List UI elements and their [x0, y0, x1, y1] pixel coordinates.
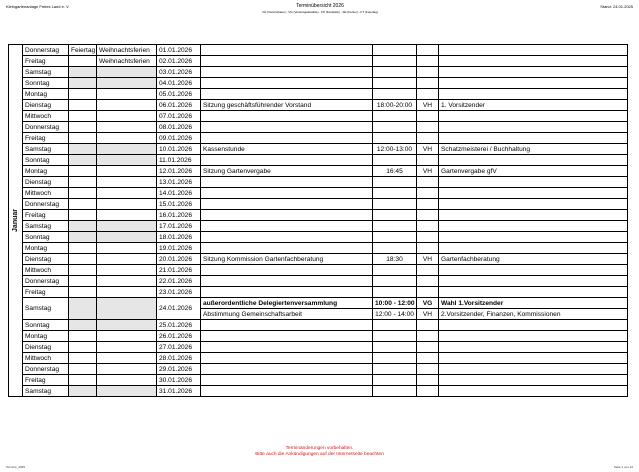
table-row: [9, 144, 628, 155]
weekday-cell: Mittwoch: [23, 188, 69, 199]
table-row: [9, 166, 628, 177]
responsible-cell: [439, 199, 628, 210]
table-row: [9, 232, 628, 243]
holiday-cell: [97, 331, 157, 342]
weekday-cell: Montag: [23, 243, 69, 254]
table-row: [9, 298, 628, 309]
table-row: [9, 122, 628, 133]
event-cell: Sitzung Gartenvergabe: [201, 166, 373, 177]
responsible-cell: [439, 265, 628, 276]
weekday-cell: Mittwoch: [23, 353, 69, 364]
weekday-cell: Sonntag: [23, 78, 69, 89]
location-cell: [417, 221, 439, 232]
location-cell: VH: [417, 100, 439, 111]
location-cell: [417, 364, 439, 375]
day-type-cell: [69, 155, 97, 166]
weekday-cell: Donnerstag: [23, 199, 69, 210]
legend-subtitle: VH (Vereinshaus) - VG (Vereinsgaststätte) - FP (Festplatz) - FE (Ferien) - FT (Feiertag): [262, 10, 378, 14]
location-cell: [417, 287, 439, 298]
holiday-cell: [97, 166, 157, 177]
event-cell: [201, 320, 373, 331]
table-row: [9, 177, 628, 188]
responsible-cell: [439, 111, 628, 122]
weekday-cell: Freitag: [23, 56, 69, 67]
day-type-cell: [69, 287, 97, 298]
location-cell: [417, 122, 439, 133]
holiday-cell: [97, 210, 157, 221]
location-cell: [417, 78, 439, 89]
event-cell: [201, 111, 373, 122]
location-cell: [417, 67, 439, 78]
weekday-cell: Dienstag: [23, 254, 69, 265]
responsible-cell: [439, 177, 628, 188]
date-cell: 29.01.2026: [157, 364, 201, 375]
time-cell: 18:30: [373, 254, 417, 265]
event-cell: [201, 199, 373, 210]
date-cell: 30.01.2026: [157, 375, 201, 386]
event-cell: Kassenstunde: [201, 144, 373, 155]
event-cell: [201, 45, 373, 56]
location-cell: [417, 276, 439, 287]
responsible-cell: 1. Vorsitzender: [439, 100, 628, 111]
holiday-cell: [97, 78, 157, 89]
holiday-cell: [97, 221, 157, 232]
table-row: [9, 133, 628, 144]
day-type-cell: [69, 276, 97, 287]
table-row: [9, 320, 628, 331]
date-cell: 02.01.2026: [157, 56, 201, 67]
change-notice-line1: Terminänderungen vorbehalten.: [285, 446, 354, 451]
responsible-cell: [439, 210, 628, 221]
day-type-cell: [69, 221, 97, 232]
responsible-cell: Gartenvergabe gfV: [439, 166, 628, 177]
date-cell: 04.01.2026: [157, 78, 201, 89]
date-cell: 22.01.2026: [157, 276, 201, 287]
day-type-cell: [69, 375, 97, 386]
table-row: [9, 45, 628, 56]
weekday-cell: Donnerstag: [23, 45, 69, 56]
date-cell: 21.01.2026: [157, 265, 201, 276]
event-cell: [201, 331, 373, 342]
location-cell: VG: [417, 298, 439, 309]
responsible-cell: [439, 331, 628, 342]
table-row: [9, 199, 628, 210]
holiday-cell: [97, 254, 157, 265]
responsible-cell: [439, 375, 628, 386]
time-cell: [373, 210, 417, 221]
time-cell: [373, 67, 417, 78]
responsible-cell: [439, 67, 628, 78]
table-row: [9, 386, 628, 397]
day-type-cell: [69, 56, 97, 67]
responsible-cell: [439, 56, 628, 67]
location-cell: [417, 375, 439, 386]
event-cell: [201, 287, 373, 298]
holiday-cell: [97, 276, 157, 287]
table-row: [9, 342, 628, 353]
holiday-cell: [97, 188, 157, 199]
event-cell: [201, 56, 373, 67]
change-notice: [0, 446, 639, 458]
responsible-cell: [439, 133, 628, 144]
time-cell: [373, 45, 417, 56]
day-type-cell: [69, 298, 97, 320]
responsible-cell: [439, 188, 628, 199]
weekday-cell: Montag: [23, 89, 69, 100]
responsible-cell: [439, 232, 628, 243]
day-type-cell: [69, 331, 97, 342]
table-row: [9, 56, 628, 67]
responsible-cell: [439, 342, 628, 353]
day-type-cell: [69, 89, 97, 100]
responsible-cell: [439, 243, 628, 254]
time-cell: [373, 320, 417, 331]
holiday-cell: [97, 199, 157, 210]
weekday-cell: Sonntag: [23, 320, 69, 331]
holiday-cell: [97, 386, 157, 397]
weekday-cell: Freitag: [23, 210, 69, 221]
table-row: [9, 353, 628, 364]
date-cell: 09.01.2026: [157, 133, 201, 144]
time-cell: 10:00 - 12:00: [373, 298, 417, 309]
responsible-cell: [439, 276, 628, 287]
header-org: Kleingartenanlage Freies Land e. V.: [6, 4, 70, 9]
location-cell: VH: [417, 254, 439, 265]
responsible-cell: [439, 221, 628, 232]
event-cell: [201, 221, 373, 232]
event-cell: [201, 188, 373, 199]
date-cell: 07.01.2026: [157, 111, 201, 122]
date-cell: 06.01.2026: [157, 100, 201, 111]
location-cell: [417, 386, 439, 397]
table-row: [9, 331, 628, 342]
holiday-cell: [97, 375, 157, 386]
event-cell: [201, 342, 373, 353]
holiday-cell: [97, 133, 157, 144]
time-cell: 12:00-13:00: [373, 144, 417, 155]
document-title: Terminübersicht 2026: [296, 3, 344, 9]
time-cell: [373, 188, 417, 199]
table-row: [9, 243, 628, 254]
day-type-cell: [69, 265, 97, 276]
event-cell: Sitzung geschäftsführender Vorstand: [201, 100, 373, 111]
date-cell: 31.01.2026: [157, 386, 201, 397]
location-cell: VH: [417, 144, 439, 155]
day-type-cell: [69, 342, 97, 353]
location-cell: [417, 353, 439, 364]
event-cell: [201, 364, 373, 375]
day-type-cell: [69, 353, 97, 364]
change-notice-line2: Bitte auch die Ankündigungen auf der Internetseite beachten: [255, 452, 384, 457]
weekday-cell: Dienstag: [23, 177, 69, 188]
holiday-cell: [97, 67, 157, 78]
time-cell: [373, 177, 417, 188]
date-cell: 15.01.2026: [157, 199, 201, 210]
location-cell: [417, 155, 439, 166]
event-cell: [201, 177, 373, 188]
responsible-cell: 2.Vorsitzender, Finanzen, Kommissionen: [439, 309, 628, 320]
location-cell: [417, 111, 439, 122]
responsible-cell: [439, 45, 628, 56]
day-type-cell: [69, 232, 97, 243]
time-cell: [373, 287, 417, 298]
day-type-cell: [69, 210, 97, 221]
date-cell: 08.01.2026: [157, 122, 201, 133]
weekday-cell: Samstag: [23, 386, 69, 397]
responsible-cell: [439, 155, 628, 166]
date-cell: 28.01.2026: [157, 353, 201, 364]
holiday-cell: [97, 144, 157, 155]
responsible-cell: [439, 386, 628, 397]
table-row: [9, 210, 628, 221]
table-row: [9, 67, 628, 78]
table-row: [9, 265, 628, 276]
time-cell: [373, 342, 417, 353]
time-cell: [373, 199, 417, 210]
location-cell: [417, 210, 439, 221]
table-row: [9, 221, 628, 232]
holiday-cell: [97, 298, 157, 320]
time-cell: [373, 364, 417, 375]
day-type-cell: [69, 177, 97, 188]
holiday-cell: [97, 265, 157, 276]
weekday-cell: Donnerstag: [23, 122, 69, 133]
event-cell: [201, 89, 373, 100]
weekday-cell: Donnerstag: [23, 364, 69, 375]
location-cell: [417, 177, 439, 188]
day-type-cell: [69, 243, 97, 254]
holiday-cell: [97, 342, 157, 353]
time-cell: 12:00 - 14:00: [373, 309, 417, 320]
month-label: Januar: [12, 209, 19, 232]
holiday-cell: [97, 122, 157, 133]
table-row: [9, 276, 628, 287]
weekday-cell: Samstag: [23, 144, 69, 155]
weekday-cell: Montag: [23, 166, 69, 177]
responsible-cell: [439, 353, 628, 364]
footer-page-number: Seite 1 von 12: [613, 465, 633, 469]
table-row: [9, 375, 628, 386]
weekday-cell: Sonntag: [23, 232, 69, 243]
weekday-cell: Montag: [23, 331, 69, 342]
day-type-cell: [69, 122, 97, 133]
day-type-cell: [69, 78, 97, 89]
holiday-cell: [97, 155, 157, 166]
responsible-cell: [439, 320, 628, 331]
day-type-cell: [69, 188, 97, 199]
day-type-cell: Feiertag: [69, 45, 97, 56]
date-cell: 13.01.2026: [157, 177, 201, 188]
event-cell: außerordentliche Delegiertenversammlung: [201, 298, 373, 309]
holiday-cell: [97, 243, 157, 254]
event-cell: Abstimmung Gemeinschaftsarbeit: [201, 309, 373, 320]
date-cell: 05.01.2026: [157, 89, 201, 100]
weekday-cell: Freitag: [23, 375, 69, 386]
table-row: [9, 287, 628, 298]
responsible-cell: [439, 364, 628, 375]
header-stand: Stand: 24.01.2025: [600, 4, 633, 9]
time-cell: [373, 122, 417, 133]
weekday-cell: Samstag: [23, 67, 69, 78]
weekday-cell: Freitag: [23, 287, 69, 298]
day-type-cell: [69, 254, 97, 265]
event-cell: [201, 243, 373, 254]
weekday-cell: Freitag: [23, 133, 69, 144]
event-cell: Sitzung Kommission Gartenfachberatung: [201, 254, 373, 265]
time-cell: [373, 243, 417, 254]
time-cell: [373, 111, 417, 122]
time-cell: [373, 232, 417, 243]
schedule-table: [8, 44, 628, 397]
date-cell: 19.01.2026: [157, 243, 201, 254]
time-cell: [373, 133, 417, 144]
time-cell: [373, 276, 417, 287]
footer-filename: Termine_2026: [6, 465, 26, 469]
month-cell: [9, 45, 23, 397]
event-cell: [201, 133, 373, 144]
responsible-cell: [439, 122, 628, 133]
time-cell: [373, 78, 417, 89]
responsible-cell: [439, 89, 628, 100]
date-cell: 16.01.2026: [157, 210, 201, 221]
holiday-cell: [97, 100, 157, 111]
holiday-cell: Weihnachtsferien: [97, 56, 157, 67]
time-cell: [373, 155, 417, 166]
holiday-cell: [97, 364, 157, 375]
location-cell: [417, 56, 439, 67]
weekday-cell: Mittwoch: [23, 265, 69, 276]
day-type-cell: [69, 100, 97, 111]
event-cell: [201, 265, 373, 276]
table-row: [9, 155, 628, 166]
event-cell: [201, 353, 373, 364]
location-cell: [417, 342, 439, 353]
time-cell: [373, 386, 417, 397]
date-cell: 10.01.2026: [157, 144, 201, 155]
day-type-cell: [69, 67, 97, 78]
date-cell: 26.01.2026: [157, 331, 201, 342]
time-cell: [373, 265, 417, 276]
event-cell: [201, 210, 373, 221]
day-type-cell: [69, 320, 97, 331]
location-cell: [417, 243, 439, 254]
table-row: [9, 364, 628, 375]
responsible-cell: [439, 78, 628, 89]
event-cell: [201, 375, 373, 386]
location-cell: [417, 265, 439, 276]
time-cell: [373, 221, 417, 232]
holiday-cell: [97, 89, 157, 100]
date-cell: 18.01.2026: [157, 232, 201, 243]
day-type-cell: [69, 364, 97, 375]
header-center: [200, 3, 440, 14]
day-type-cell: [69, 199, 97, 210]
location-cell: [417, 199, 439, 210]
date-cell: 12.01.2026: [157, 166, 201, 177]
holiday-cell: [97, 177, 157, 188]
weekday-cell: Dienstag: [23, 342, 69, 353]
event-cell: [201, 67, 373, 78]
event-cell: [201, 78, 373, 89]
table-row: [9, 100, 628, 111]
event-cell: [201, 155, 373, 166]
holiday-cell: Weihnachtsferien: [97, 45, 157, 56]
weekday-cell: Donnerstag: [23, 276, 69, 287]
location-cell: VH: [417, 309, 439, 320]
weekday-cell: Samstag: [23, 298, 69, 320]
date-cell: 01.01.2026: [157, 45, 201, 56]
weekday-cell: Sonntag: [23, 155, 69, 166]
weekday-cell: Mittwoch: [23, 111, 69, 122]
time-cell: [373, 375, 417, 386]
responsible-cell: Gartenfachberatung: [439, 254, 628, 265]
table-row: [9, 188, 628, 199]
date-cell: 14.01.2026: [157, 188, 201, 199]
location-cell: [417, 45, 439, 56]
responsible-cell: Wahl 1.Vorsitzender: [439, 298, 628, 309]
event-cell: [201, 232, 373, 243]
holiday-cell: [97, 353, 157, 364]
time-cell: 16:45: [373, 166, 417, 177]
day-type-cell: [69, 166, 97, 177]
time-cell: [373, 331, 417, 342]
weekday-cell: Dienstag: [23, 100, 69, 111]
day-type-cell: [69, 386, 97, 397]
location-cell: [417, 188, 439, 199]
time-cell: [373, 353, 417, 364]
date-cell: 23.01.2026: [157, 287, 201, 298]
location-cell: [417, 232, 439, 243]
holiday-cell: [97, 232, 157, 243]
table-row: [9, 254, 628, 265]
date-cell: 03.01.2026: [157, 67, 201, 78]
location-cell: [417, 89, 439, 100]
location-cell: [417, 133, 439, 144]
holiday-cell: [97, 111, 157, 122]
table-row: [9, 78, 628, 89]
time-cell: [373, 56, 417, 67]
day-type-cell: [69, 144, 97, 155]
responsible-cell: [439, 287, 628, 298]
holiday-cell: [97, 287, 157, 298]
event-cell: [201, 276, 373, 287]
date-cell: 11.01.2026: [157, 155, 201, 166]
table-row: [9, 111, 628, 122]
location-cell: [417, 320, 439, 331]
date-cell: 25.01.2026: [157, 320, 201, 331]
date-cell: 17.01.2026: [157, 221, 201, 232]
responsible-cell: Schatzmeisterei / Buchhaltung: [439, 144, 628, 155]
table-row: [9, 89, 628, 100]
day-type-cell: [69, 111, 97, 122]
event-cell: [201, 386, 373, 397]
time-cell: [373, 89, 417, 100]
location-cell: VH: [417, 166, 439, 177]
date-cell: 27.01.2026: [157, 342, 201, 353]
weekday-cell: Samstag: [23, 221, 69, 232]
date-cell: 24.01.2026: [157, 298, 201, 320]
time-cell: 18:00-20:00: [373, 100, 417, 111]
day-type-cell: [69, 133, 97, 144]
date-cell: 20.01.2026: [157, 254, 201, 265]
location-cell: [417, 331, 439, 342]
holiday-cell: [97, 320, 157, 331]
event-cell: [201, 122, 373, 133]
